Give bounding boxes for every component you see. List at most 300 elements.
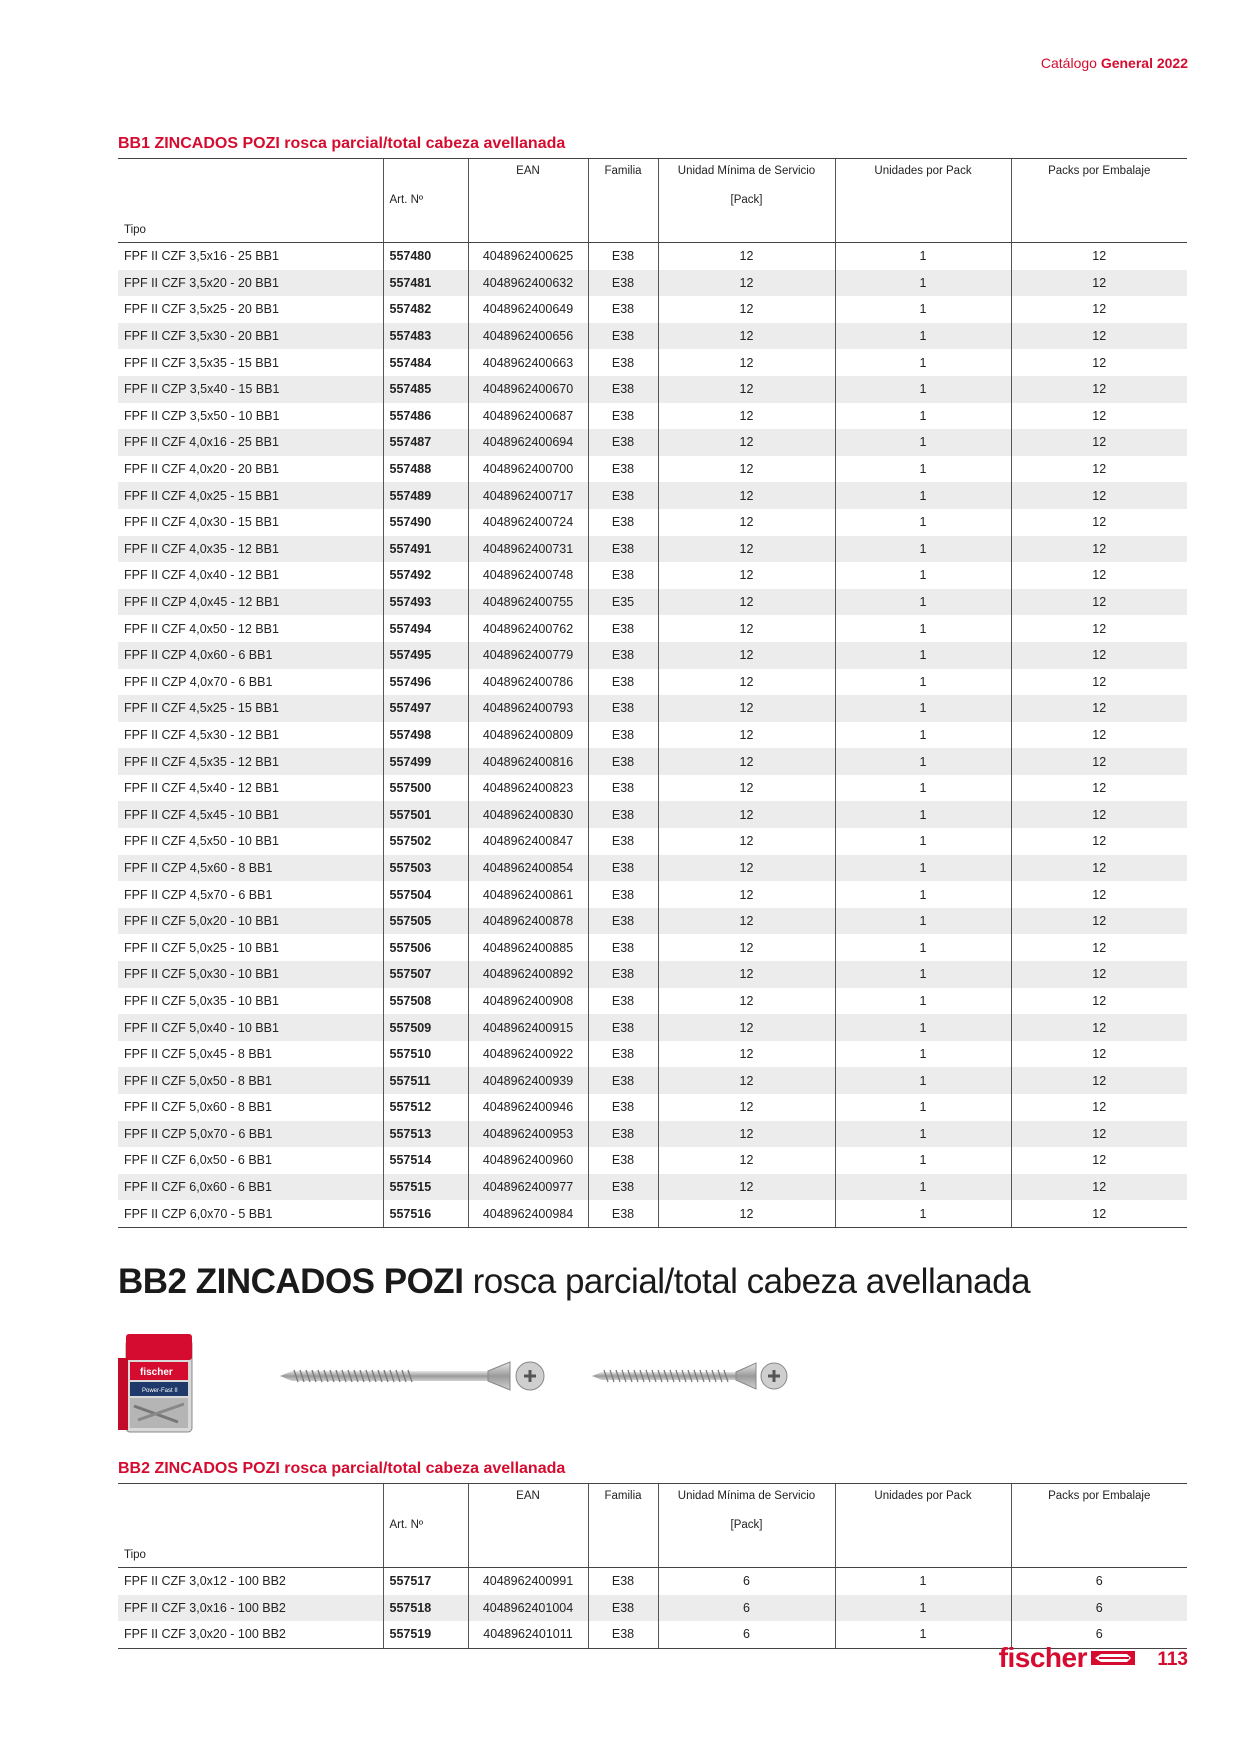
familia-cell: E38 — [588, 988, 658, 1015]
table-row — [118, 429, 1187, 456]
art-cell: 557486 — [383, 403, 468, 430]
table-row — [118, 1595, 1187, 1622]
unidades-pack-cell: 1 — [835, 589, 1011, 616]
ean-cell: 4048962400724 — [468, 509, 588, 536]
unidades-pack-cell: 1 — [835, 908, 1011, 935]
ean-cell: 4048962400984 — [468, 1200, 588, 1227]
col-ums-unit: [Pack] — [658, 190, 835, 218]
unidades-pack-cell: 1 — [835, 669, 1011, 696]
ums-cell: 12 — [658, 1121, 835, 1148]
section2-title — [118, 1262, 1030, 1302]
packs-embalaje-cell: 12 — [1011, 243, 1187, 270]
packs-embalaje-cell: 12 — [1011, 323, 1187, 350]
ums-cell: 12 — [658, 1014, 835, 1041]
ums-cell: 12 — [658, 669, 835, 696]
packs-embalaje-cell: 12 — [1011, 536, 1187, 563]
unidades-pack-cell: 1 — [835, 801, 1011, 828]
tipo-cell: FPF II CZF 3,5x30 - 20 BB1 — [118, 323, 383, 350]
unidades-pack-cell: 1 — [835, 642, 1011, 669]
table-row — [118, 1200, 1187, 1227]
unidades-pack-cell: 1 — [835, 323, 1011, 350]
art-cell: 557514 — [383, 1147, 468, 1174]
table-row — [118, 376, 1187, 403]
table-row — [118, 349, 1187, 376]
ums-cell: 12 — [658, 1147, 835, 1174]
unidades-pack-cell: 1 — [835, 1014, 1011, 1041]
familia-cell: E38 — [588, 456, 658, 483]
table-row — [118, 669, 1187, 696]
ums-cell: 12 — [658, 961, 835, 988]
art-cell: 557494 — [383, 615, 468, 642]
ean-cell: 4048962400625 — [468, 243, 588, 270]
packs-embalaje-cell: 12 — [1011, 855, 1187, 882]
col-ean: EAN — [468, 159, 588, 191]
familia-cell: E38 — [588, 429, 658, 456]
ean-cell: 4048962400953 — [468, 1121, 588, 1148]
table-row — [118, 243, 1187, 270]
table-row — [118, 1147, 1187, 1174]
tipo-cell: FPF II CZF 6,0x50 - 6 BB1 — [124, 1153, 272, 1168]
familia-cell: E38 — [588, 403, 658, 430]
table-row — [118, 1014, 1187, 1041]
art-cell: 557493 — [383, 589, 468, 616]
ums-cell: 12 — [658, 323, 835, 350]
tipo-cell: FPF II CZF 4,0x30 - 15 BB1 — [124, 515, 279, 530]
unidades-pack-cell: 1 — [835, 1147, 1011, 1174]
ums-cell: 12 — [658, 988, 835, 1015]
ums-cell: 12 — [658, 482, 835, 509]
familia-cell: E38 — [588, 828, 658, 855]
ean-cell: 4048962400915 — [468, 1014, 588, 1041]
tipo-cell: FPF II CZP 6,0x70 - 5 BB1 — [118, 1200, 383, 1227]
table-row — [118, 828, 1187, 855]
packs-embalaje-cell: 12 — [1011, 1094, 1187, 1121]
ums-cell: 12 — [658, 349, 835, 376]
unidades-pack-cell: 1 — [835, 482, 1011, 509]
ean-cell: 4048962400762 — [468, 615, 588, 642]
art-cell: 557492 — [383, 562, 468, 589]
col-unidades-pack: Unidades por Pack — [835, 1484, 1011, 1516]
product-box-image — [118, 1330, 204, 1447]
ums-cell: 12 — [658, 1174, 835, 1201]
table-row — [118, 1568, 1187, 1595]
unidades-pack-cell: 1 — [835, 695, 1011, 722]
table-row — [118, 961, 1187, 988]
tipo-cell: FPF II CZF 4,5x45 - 10 BB1 — [118, 801, 383, 828]
tipo-cell: FPF II CZF 4,0x50 - 12 BB1 — [124, 621, 279, 636]
table-row — [118, 1067, 1187, 1094]
section2-table — [118, 1483, 1187, 1649]
col-ums-unit: [Pack] — [658, 1515, 835, 1543]
art-cell: 557516 — [383, 1200, 468, 1227]
table-row — [118, 482, 1187, 509]
ean-cell: 4048962400687 — [468, 403, 588, 430]
packs-embalaje-cell: 12 — [1011, 695, 1187, 722]
unidades-pack-cell: 1 — [835, 562, 1011, 589]
familia-cell: E38 — [588, 376, 658, 403]
ean-cell: 4048962400847 — [468, 828, 588, 855]
tipo-cell: FPF II CZF 3,0x20 - 100 BB2 — [118, 1621, 383, 1648]
packs-embalaje-cell: 12 — [1011, 1121, 1187, 1148]
tipo-cell: FPF II CZF 5,0x40 - 10 BB1 — [118, 1014, 383, 1041]
tipo-cell: FPF II CZF 5,0x25 - 10 BB1 — [124, 940, 279, 955]
art-cell: 557500 — [383, 775, 468, 802]
unidades-pack-cell: 1 — [835, 1200, 1011, 1227]
art-cell: 557515 — [383, 1174, 468, 1201]
ean-cell: 4048962400748 — [468, 562, 588, 589]
tipo-cell: FPF II CZF 5,0x45 - 8 BB1 — [124, 1047, 272, 1062]
familia-cell: E38 — [588, 748, 658, 775]
familia-cell: E38 — [588, 1094, 658, 1121]
unidades-pack-cell: 1 — [835, 988, 1011, 1015]
ums-cell: 12 — [658, 881, 835, 908]
unidades-pack-cell: 1 — [835, 270, 1011, 297]
packs-embalaje-cell: 12 — [1011, 349, 1187, 376]
page-number: 113 — [1157, 1649, 1188, 1670]
packs-embalaje-cell: 12 — [1011, 456, 1187, 483]
tipo-cell: FPF II CZP 3,5x50 - 10 BB1 — [124, 408, 280, 423]
ean-cell: 4048962400939 — [468, 1067, 588, 1094]
tipo-cell: FPF II CZP 4,0x70 - 6 BB1 — [124, 674, 273, 689]
unidades-pack-cell: 1 — [835, 828, 1011, 855]
table-row — [118, 615, 1187, 642]
packs-embalaje-cell: 12 — [1011, 376, 1187, 403]
familia-cell: E38 — [588, 243, 658, 270]
table-row — [118, 1174, 1187, 1201]
packs-embalaje-cell: 12 — [1011, 1014, 1187, 1041]
art-cell: 557487 — [383, 429, 468, 456]
unidades-pack-cell: 1 — [835, 536, 1011, 563]
col-unidades-pack: Unidades por Pack — [835, 159, 1011, 191]
col-familia: Familia — [588, 1484, 658, 1516]
familia-cell: E38 — [588, 615, 658, 642]
table-row — [118, 775, 1187, 802]
ean-cell: 4048962400908 — [468, 988, 588, 1015]
section2-rows — [118, 1568, 1187, 1649]
unidades-pack-cell: 1 — [835, 376, 1011, 403]
ean-cell: 4048962400755 — [468, 589, 588, 616]
packs-embalaje-cell: 6 — [1011, 1595, 1187, 1622]
packs-embalaje-cell: 12 — [1011, 403, 1187, 430]
col-ums: Unidad Mínima de Servicio — [658, 159, 835, 191]
tipo-cell: FPF II CZF 4,5x30 - 12 BB1 — [124, 727, 279, 742]
unidades-pack-cell: 1 — [835, 1121, 1011, 1148]
screw-partial-thread-icon — [278, 1356, 558, 1401]
table-row — [118, 695, 1187, 722]
unidades-pack-cell: 1 — [835, 855, 1011, 882]
unidades-pack-cell: 1 — [835, 775, 1011, 802]
packs-embalaje-cell: 12 — [1011, 775, 1187, 802]
ums-cell: 12 — [658, 429, 835, 456]
packs-embalaje-cell: 12 — [1011, 669, 1187, 696]
ums-cell: 12 — [658, 562, 835, 589]
packs-embalaje-cell: 12 — [1011, 908, 1187, 935]
art-cell: 557496 — [383, 669, 468, 696]
col-ums: Unidad Mínima de Servicio — [658, 1484, 835, 1516]
section2-title-rest: rosca parcial/total cabeza avellanada — [463, 1262, 1031, 1301]
ums-cell: 12 — [658, 722, 835, 749]
packs-embalaje-cell: 12 — [1011, 296, 1187, 323]
packs-embalaje-cell: 12 — [1011, 1041, 1187, 1068]
art-cell: 557482 — [383, 296, 468, 323]
tipo-cell: FPF II CZF 5,0x60 - 8 BB1 — [124, 1100, 272, 1115]
familia-cell: E38 — [588, 1621, 658, 1648]
catalog-edition: General 2022 — [1100, 55, 1188, 71]
ean-cell: 4048962400700 — [468, 456, 588, 483]
ums-cell: 6 — [658, 1595, 835, 1622]
col-familia: Familia — [588, 159, 658, 191]
tipo-cell: FPF II CZP 4,5x70 - 6 BB1 — [124, 887, 273, 902]
art-cell: 557480 — [383, 243, 468, 270]
ean-cell: 4048962400878 — [468, 908, 588, 935]
table-row — [118, 1041, 1187, 1068]
table-row — [118, 403, 1187, 430]
art-cell: 557491 — [383, 536, 468, 563]
ums-cell: 12 — [658, 243, 835, 270]
tipo-cell: FPF II CZF 3,5x20 - 20 BB1 — [118, 270, 383, 297]
familia-cell: E38 — [588, 881, 658, 908]
art-cell: 557489 — [383, 482, 468, 509]
table-row — [118, 589, 1187, 616]
tipo-cell: FPF II CZP 4,5x60 - 8 BB1 — [118, 855, 383, 882]
ean-cell: 4048962401011 — [468, 1621, 588, 1648]
tipo-cell: FPF II CZF 4,5x35 - 12 BB1 — [118, 748, 383, 775]
catalog-header — [1041, 55, 1188, 71]
familia-cell: E38 — [588, 323, 658, 350]
ean-cell: 4048962400854 — [468, 855, 588, 882]
art-cell: 557485 — [383, 376, 468, 403]
art-cell: 557517 — [383, 1568, 468, 1595]
ean-cell: 4048962400922 — [468, 1041, 588, 1068]
ums-cell: 12 — [658, 695, 835, 722]
familia-cell: E38 — [588, 1121, 658, 1148]
art-cell: 557501 — [383, 801, 468, 828]
tipo-cell: FPF II CZF 3,5x16 - 25 BB1 — [124, 249, 279, 264]
ean-cell: 4048962400946 — [468, 1094, 588, 1121]
ean-cell: 4048962400694 — [468, 429, 588, 456]
ums-cell: 12 — [658, 1094, 835, 1121]
section1-table — [118, 158, 1187, 1228]
tipo-cell: FPF II CZP 5,0x70 - 6 BB1 — [118, 1121, 383, 1148]
tipo-cell: FPF II CZF 4,0x40 - 12 BB1 — [124, 568, 279, 583]
ums-cell: 12 — [658, 536, 835, 563]
tipo-cell: FPF II CZF 4,0x16 - 25 BB1 — [118, 429, 383, 456]
unidades-pack-cell: 1 — [835, 349, 1011, 376]
ean-cell: 4048962400885 — [468, 934, 588, 961]
art-cell: 557510 — [383, 1041, 468, 1068]
table-row — [118, 881, 1187, 908]
ean-cell: 4048962400649 — [468, 296, 588, 323]
art-cell: 557488 — [383, 456, 468, 483]
tipo-cell: FPF II CZF 3,0x12 - 100 BB2 — [124, 1574, 286, 1589]
familia-cell: E38 — [588, 775, 658, 802]
tipo-cell: FPF II CZP 3,5x40 - 15 BB1 — [118, 376, 383, 403]
ean-cell: 4048962400977 — [468, 1174, 588, 1201]
packs-embalaje-cell: 12 — [1011, 1200, 1187, 1227]
ean-cell: 4048962400717 — [468, 482, 588, 509]
table-row — [118, 509, 1187, 536]
unidades-pack-cell: 1 — [835, 1094, 1011, 1121]
art-cell: 557513 — [383, 1121, 468, 1148]
unidades-pack-cell: 1 — [835, 961, 1011, 988]
art-cell: 557512 — [383, 1094, 468, 1121]
ean-cell: 4048962400656 — [468, 323, 588, 350]
table-row — [118, 855, 1187, 882]
table-row — [118, 1121, 1187, 1148]
tipo-cell: FPF II CZF 4,5x25 - 15 BB1 — [118, 695, 383, 722]
familia-cell: E38 — [588, 270, 658, 297]
ums-cell: 12 — [658, 1067, 835, 1094]
familia-cell: E38 — [588, 1174, 658, 1201]
ums-cell: 12 — [658, 828, 835, 855]
unidades-pack-cell: 1 — [835, 509, 1011, 536]
box-label: Power-Fast II — [142, 1388, 178, 1394]
ums-cell: 12 — [658, 589, 835, 616]
familia-cell: E38 — [588, 695, 658, 722]
packs-embalaje-cell: 12 — [1011, 509, 1187, 536]
unidades-pack-cell: 1 — [835, 243, 1011, 270]
packs-embalaje-cell: 6 — [1011, 1568, 1187, 1595]
familia-cell: E38 — [588, 1595, 658, 1622]
table-row — [118, 562, 1187, 589]
ums-cell: 12 — [658, 1200, 835, 1227]
tipo-cell: FPF II CZF 4,5x40 - 12 BB1 — [124, 781, 279, 796]
tipo-cell: FPF II CZP 4,0x60 - 6 BB1 — [118, 642, 383, 669]
ums-cell: 12 — [658, 615, 835, 642]
table-row — [118, 988, 1187, 1015]
familia-cell: E38 — [588, 509, 658, 536]
section2-caption: BB2 ZINCADOS POZI rosca parcial/total cabeza avellanada — [118, 1460, 566, 1477]
art-cell: 557483 — [383, 323, 468, 350]
col-tipo: Tipo — [118, 1543, 383, 1568]
art-cell: 557481 — [383, 270, 468, 297]
unidades-pack-cell: 1 — [835, 1174, 1011, 1201]
ums-cell: 12 — [658, 855, 835, 882]
art-cell: 557495 — [383, 642, 468, 669]
tipo-cell: FPF II CZF 3,5x25 - 20 BB1 — [124, 302, 279, 317]
col-packs-embalaje: Packs por Embalaje — [1011, 1484, 1187, 1516]
ean-cell: 4048962400823 — [468, 775, 588, 802]
ean-cell: 4048962400632 — [468, 270, 588, 297]
art-cell: 557499 — [383, 748, 468, 775]
art-cell: 557505 — [383, 908, 468, 935]
table-row — [118, 722, 1187, 749]
packs-embalaje-cell: 12 — [1011, 801, 1187, 828]
unidades-pack-cell: 1 — [835, 456, 1011, 483]
col-art: Art. Nº — [383, 190, 468, 218]
familia-cell: E38 — [588, 1200, 658, 1227]
tipo-cell: FPF II CZF 6,0x60 - 6 BB1 — [118, 1174, 383, 1201]
ums-cell: 6 — [658, 1568, 835, 1595]
packs-embalaje-cell: 12 — [1011, 722, 1187, 749]
unidades-pack-cell: 1 — [835, 1621, 1011, 1648]
ums-cell: 12 — [658, 801, 835, 828]
tipo-cell: FPF II CZP 4,0x45 - 12 BB1 — [118, 589, 383, 616]
ean-cell: 4048962400793 — [468, 695, 588, 722]
packs-embalaje-cell: 6 — [1011, 1621, 1187, 1648]
art-cell: 557497 — [383, 695, 468, 722]
familia-cell: E38 — [588, 961, 658, 988]
familia-cell: E38 — [588, 1147, 658, 1174]
packs-embalaje-cell: 12 — [1011, 881, 1187, 908]
tipo-cell: FPF II CZF 4,5x50 - 10 BB1 — [124, 834, 279, 849]
art-cell: 557490 — [383, 509, 468, 536]
ums-cell: 12 — [658, 296, 835, 323]
ean-cell: 4048962400816 — [468, 748, 588, 775]
ean-cell: 4048962400960 — [468, 1147, 588, 1174]
familia-cell: E38 — [588, 642, 658, 669]
ean-cell: 4048962400670 — [468, 376, 588, 403]
art-cell: 557484 — [383, 349, 468, 376]
packs-embalaje-cell: 12 — [1011, 961, 1187, 988]
unidades-pack-cell: 1 — [835, 934, 1011, 961]
familia-cell: E35 — [588, 589, 658, 616]
ean-cell: 4048962400830 — [468, 801, 588, 828]
unidades-pack-cell: 1 — [835, 1067, 1011, 1094]
tipo-cell: FPF II CZF 3,0x16 - 100 BB2 — [118, 1595, 383, 1622]
packs-embalaje-cell: 12 — [1011, 615, 1187, 642]
table-row — [118, 908, 1187, 935]
art-cell: 557507 — [383, 961, 468, 988]
packs-embalaje-cell: 12 — [1011, 828, 1187, 855]
ean-cell: 4048962400991 — [468, 1568, 588, 1595]
ums-cell: 12 — [658, 908, 835, 935]
art-cell: 557498 — [383, 722, 468, 749]
table-row — [118, 270, 1187, 297]
familia-cell: E38 — [588, 934, 658, 961]
packs-embalaje-cell: 12 — [1011, 934, 1187, 961]
ean-cell: 4048962400786 — [468, 669, 588, 696]
unidades-pack-cell: 1 — [835, 296, 1011, 323]
ean-cell: 4048962400809 — [468, 722, 588, 749]
packs-embalaje-cell: 12 — [1011, 1147, 1187, 1174]
section1-rows — [118, 243, 1187, 1228]
familia-cell: E38 — [588, 1067, 658, 1094]
tipo-cell: FPF II CZF 3,5x35 - 15 BB1 — [124, 355, 279, 370]
packs-embalaje-cell: 12 — [1011, 482, 1187, 509]
ean-cell: 4048962400731 — [468, 536, 588, 563]
table-row — [118, 934, 1187, 961]
fischer-logo-mark-icon — [1091, 1649, 1135, 1667]
unidades-pack-cell: 1 — [835, 615, 1011, 642]
unidades-pack-cell: 1 — [835, 1041, 1011, 1068]
familia-cell: E38 — [588, 296, 658, 323]
table-row — [118, 748, 1187, 775]
ums-cell: 12 — [658, 403, 835, 430]
art-cell: 557519 — [383, 1621, 468, 1648]
table-row — [118, 642, 1187, 669]
familia-cell: E38 — [588, 855, 658, 882]
tipo-cell: FPF II CZF 4,0x35 - 12 BB1 — [118, 536, 383, 563]
unidades-pack-cell: 1 — [835, 1568, 1011, 1595]
unidades-pack-cell: 1 — [835, 881, 1011, 908]
art-cell: 557503 — [383, 855, 468, 882]
table-row — [118, 801, 1187, 828]
ums-cell: 12 — [658, 1041, 835, 1068]
table-row — [118, 536, 1187, 563]
fischer-logo — [999, 1642, 1135, 1674]
col-art: Art. Nº — [383, 1515, 468, 1543]
ums-cell: 6 — [658, 1621, 835, 1648]
familia-cell: E38 — [588, 669, 658, 696]
table-row — [118, 323, 1187, 350]
table-row — [118, 456, 1187, 483]
ums-cell: 12 — [658, 456, 835, 483]
packs-embalaje-cell: 12 — [1011, 642, 1187, 669]
ean-cell: 4048962400892 — [468, 961, 588, 988]
section2-title-bold: BB2 ZINCADOS POZI — [118, 1262, 464, 1301]
ean-cell: 4048962401004 — [468, 1595, 588, 1622]
